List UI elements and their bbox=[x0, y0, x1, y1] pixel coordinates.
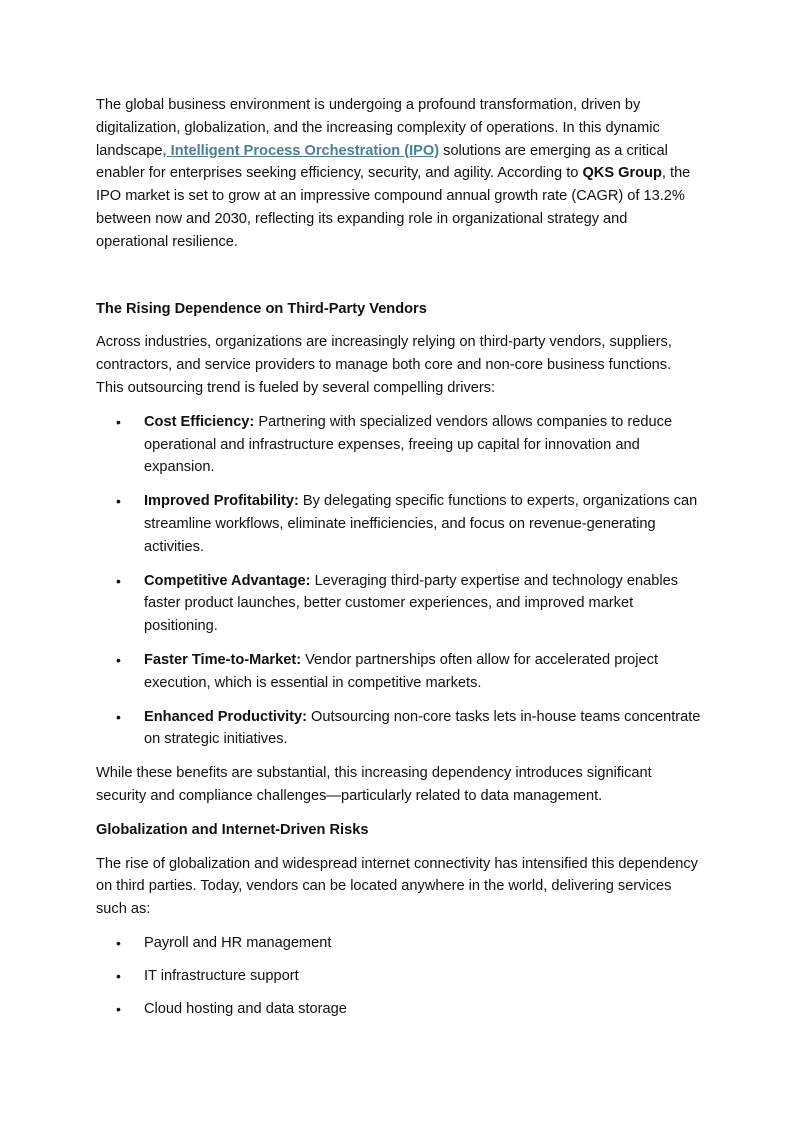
intro-paragraph bbox=[96, 94, 702, 254]
driver-label: Improved Profitability: bbox=[144, 493, 299, 510]
service-text: Payroll and HR management bbox=[144, 934, 332, 951]
driver-label: Competitive Advantage: bbox=[144, 572, 311, 589]
driver-label: Cost Efficiency: bbox=[144, 413, 255, 430]
org-name: QKS Group bbox=[582, 165, 662, 182]
intro-text-2: solutions are emerging as a critical enabler for enterprises seeking efficiency, security, and agility. According to bbox=[96, 142, 668, 182]
list-item bbox=[96, 932, 702, 955]
list-item bbox=[96, 649, 702, 695]
driver-label: Faster Time-to-Market: bbox=[144, 651, 302, 668]
intro-text-3: , the IPO market is set to grow at an impressive compound annual growth rate (CAGR) of 13.2% between now and 2030, reflecting its expanding role in organizational strategy and operational resilience. bbox=[96, 165, 691, 250]
service-text: Cloud hosting and data storage bbox=[144, 1001, 347, 1018]
list-item bbox=[96, 706, 702, 752]
bullet-icon: • bbox=[116, 413, 121, 430]
section1-conclusion: While these benefits are substantial, this increasing dependency introduces significant security and compliance challenges—particularly related to data management. bbox=[96, 765, 652, 804]
section-heading-globalization: Globalization and Internet-Driven Risks bbox=[96, 821, 369, 838]
list-item bbox=[96, 965, 702, 988]
driver-text: By delegating specific functions to experts, organizations can streamline workflows, eliminate inefficiencies, and focus on revenue-generating activities. bbox=[144, 493, 698, 555]
driver-text: Outsourcing non-core tasks lets in-house teams concentrate on strategic initiatives. bbox=[144, 708, 701, 748]
bullet-icon: • bbox=[116, 572, 121, 589]
document-page bbox=[96, 94, 702, 1032]
list-item bbox=[96, 998, 702, 1021]
list-item bbox=[96, 411, 702, 479]
list-item bbox=[96, 490, 702, 558]
bullet-icon: • bbox=[116, 493, 121, 510]
driver-text: Vendor partnerships often allow for accelerated project execution, which is essential in competitive markets. bbox=[144, 651, 659, 691]
intro-text-1: The global business environment is undergoing a profound transformation, driven by digitalization, globalization, and the increasing complexity of operations. In this dynamic landscape bbox=[96, 97, 660, 159]
drivers-list bbox=[96, 411, 702, 751]
service-text: IT infrastructure support bbox=[144, 968, 299, 984]
bullet-icon: • bbox=[116, 968, 121, 984]
section2-intro: The rise of globalization and widespread internet connectivity has intensified this dependency on third parties. Today, vendors can be located anywhere in the world, delivering services such as: bbox=[96, 855, 698, 918]
driver-label: Enhanced Productivity: bbox=[144, 708, 307, 725]
services-list bbox=[96, 932, 702, 1021]
bullet-icon: • bbox=[116, 1001, 121, 1018]
driver-text: Leveraging third-party expertise and technology enables faster product launches, better customer experiences, and improved market positioning. bbox=[144, 572, 679, 635]
bullet-icon: • bbox=[116, 651, 121, 668]
driver-text: Partnering with specialized vendors allows companies to reduce operational and infrastructure expenses, freeing up capital for innovation and expansion. bbox=[144, 413, 673, 476]
section1-intro: Across industries, organizations are increasingly relying on third-party vendors, suppliers, contractors, and service providers to manage both core and non-core business functions. This outsourcing trend is fueled by several compelling drivers: bbox=[96, 334, 672, 396]
list-item bbox=[96, 570, 702, 638]
bullet-icon: • bbox=[116, 708, 121, 725]
section-heading-third-party: The Rising Dependence on Third-Party Vendors bbox=[96, 300, 427, 317]
ipo-link[interactable]: , Intelligent Process Orchestration (IPO) bbox=[162, 142, 440, 159]
bullet-icon: • bbox=[116, 934, 121, 951]
